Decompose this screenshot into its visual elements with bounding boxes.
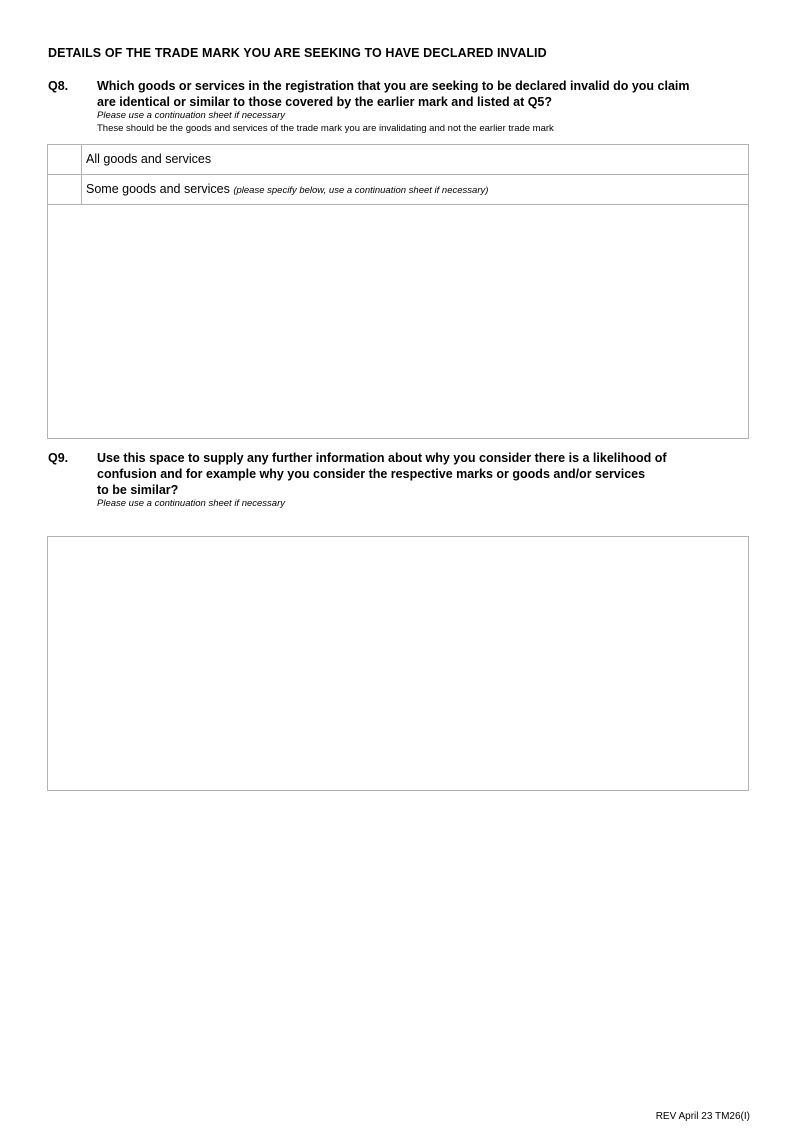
- q8-options-box: [47, 144, 749, 439]
- q9-question: [97, 450, 757, 498]
- q9-continuation-note: Please use a continuation sheet if necessary: [97, 498, 286, 509]
- q8-guidance-note: These should be the goods and services of the trade mark you are invalidating and not the earlier trade mark: [97, 123, 554, 134]
- q8-continuation-note: Please use a continuation sheet if necessary: [97, 110, 286, 121]
- q8-question-line-1: Which goods or services in the registration that you are seeking to be declared invalid do you claim: [97, 79, 690, 93]
- option-hint: (please specify below, use a continuation sheet if necessary): [233, 185, 489, 196]
- all-goods-checkbox[interactable]: [48, 145, 82, 174]
- goods-services-specify-field[interactable]: [48, 205, 748, 438]
- q9-question-line-2: confusion and for example why you consider the respective marks or goods and/or services: [97, 467, 646, 481]
- q8-question: [97, 78, 757, 110]
- q8-question-line-2: are identical or similar to those covered by the earlier mark and listed at Q5?: [97, 95, 553, 109]
- option-row-all-goods: [48, 145, 748, 175]
- q9-question-line-1: Use this space to supply any further information about why you consider there is a likelihood of: [97, 451, 667, 465]
- q9-number: Q9.: [48, 451, 69, 465]
- option-label: [86, 152, 211, 166]
- option-label: [86, 182, 488, 196]
- some-goods-checkbox[interactable]: [48, 175, 82, 204]
- section-title: DETAILS OF THE TRADE MARK YOU ARE SEEKING TO HAVE DECLARED INVALID: [48, 46, 547, 60]
- further-information-field[interactable]: [47, 536, 749, 791]
- option-label-text: Some goods and services: [86, 182, 230, 196]
- q9-question-line-3: to be similar?: [97, 483, 179, 497]
- revision-footer: REV April 23 TM26(I): [655, 1111, 750, 1122]
- q8-number: Q8.: [48, 79, 69, 93]
- option-row-some-goods: [48, 175, 748, 205]
- option-label-text: All goods and services: [86, 152, 212, 166]
